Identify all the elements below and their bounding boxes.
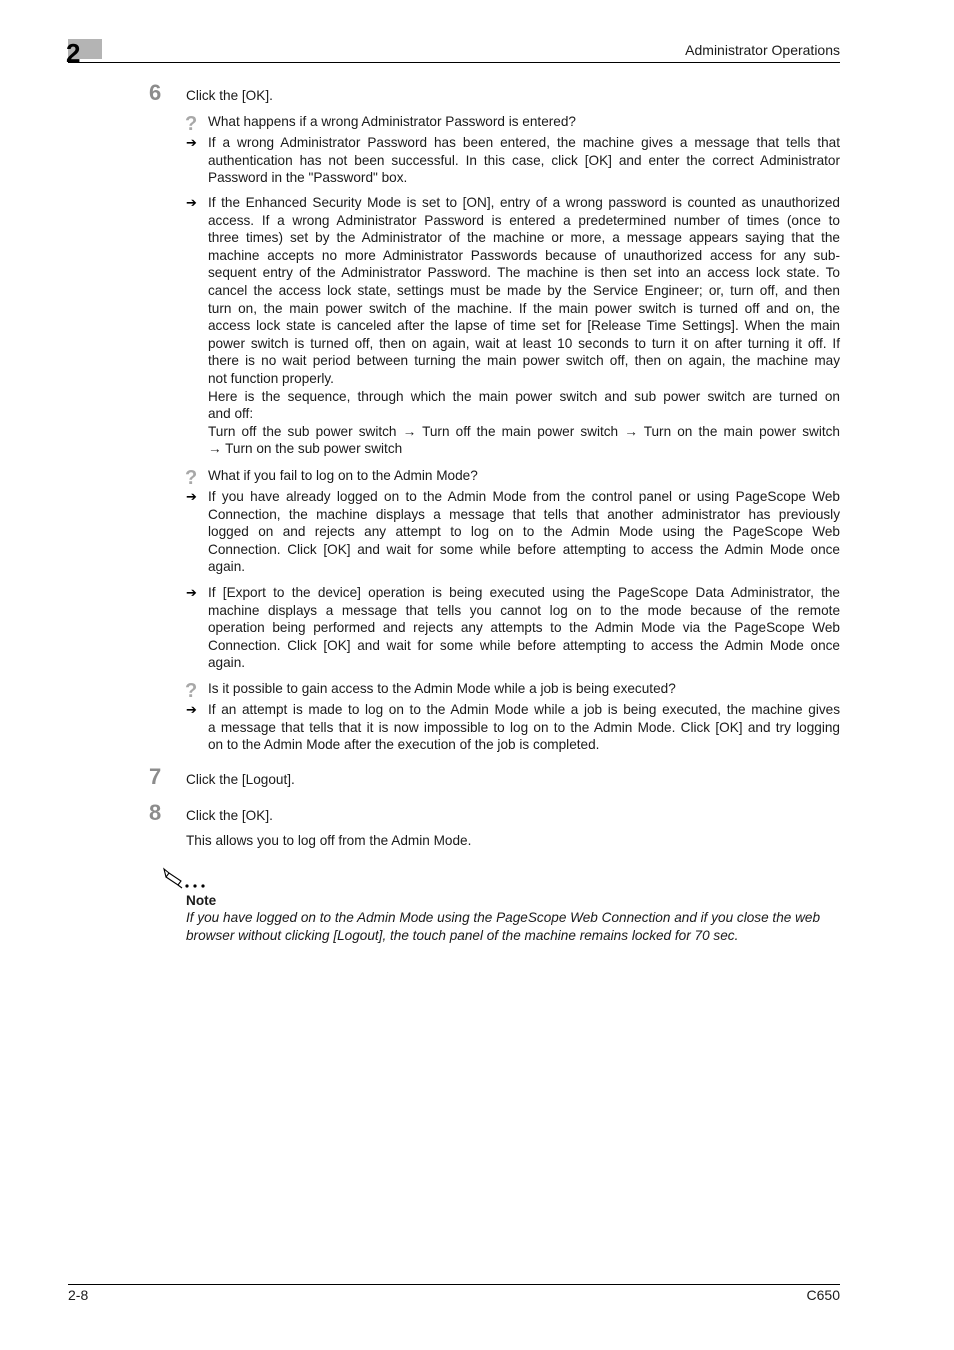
question-icon: ? (185, 680, 198, 702)
chapter-number: 2 (66, 38, 81, 68)
step-text-6: Click the [OK]. (186, 88, 273, 103)
answer-1-2: If the Enhanced Security Mode is set to [ON], entry of a wrong password is counted as unauthorized access. If a wrong Administrator Password is entered a predetermined number of times (once to three times) set by the Administrator of the machine or more, a message appears saying that the machine accepts no more Administrator Passwords because of unauthorized access for any sub- sequent entry of the Administrator Password. The machine is then set into an access lock state. To cancel the access lock state, settings must be made by the Service Engineer; or, turn off, and then turn on, the main power switch of the machine. If the main power switch is turned off and on, the access lock state is canceled after the lapse of time set for [Release Time Settings]. When the main power switch is turned off, then on again, wait at least 10 seconds to turn it on after turning it off. If there is no wait period between turning the main power switch off, then on again, the machine may not function properly. Here is the sequence, through which the main power switch and sub power switch are turned on and off: Turn off the sub power switch → Turn off the main power switch → Turn on the main power switch → Turn on the sub power switch (208, 195, 840, 457)
step-result-8: This allows you to log off from the Admin Mode. (186, 833, 472, 848)
header-rule (68, 62, 840, 63)
question-2: What if you fail to log on to the Admin Mode? (208, 468, 478, 483)
step-text-7: Click the [Logout]. (186, 772, 295, 787)
arrow-icon: ➔ (186, 702, 197, 717)
arrow-icon: ➔ (186, 585, 197, 600)
question-icon: ? (185, 467, 198, 489)
question-3: Is it possible to gain access to the Admin Mode while a job is being executed? (208, 681, 676, 696)
answer-2-1: If you have already logged on to the Admin Mode from the control panel or using PageScope Web Connection, the machine displays a message that tells that another administrator has previously logged on and rejects any attempt to log on to the Admin Mode using the PageScope Web Connection. Click [OK] and wait for some while before attempting to access the Admin Mode once again. (208, 489, 840, 575)
arrow-icon: ➔ (186, 135, 197, 150)
note-pencil-icon (163, 865, 211, 891)
answer-1-1: If a wrong Administrator Password has been entered, the machine gives a message that tells that authentication has not been successful. In this case, click [OK] and enter the correct Administrator Password in the "Password" box. (208, 135, 840, 186)
question-1: What happens if a wrong Administrator Password is entered? (208, 114, 576, 129)
answer-3-1: If an attempt is made to log on to the Admin Mode while a job is being executed, the machine gives a message that tells that it is now impossible to log on to the Admin Mode. Click [OK] and try logging on to the Admin Mode after the execution of the job is completed. (208, 702, 840, 753)
step-text-8: Click the [OK]. (186, 808, 273, 823)
footer-rule (68, 1284, 840, 1285)
page-number: 2-8 (68, 1287, 89, 1303)
arrow-icon: ➔ (186, 195, 197, 210)
step-number-6: 6 (149, 80, 162, 105)
question-icon: ? (185, 113, 198, 135)
note-label: Note (186, 893, 217, 908)
model-name: C650 (806, 1287, 840, 1303)
step-number-7: 7 (149, 764, 162, 789)
running-header-title: Administrator Operations (685, 42, 840, 58)
arrow-icon: ➔ (186, 489, 197, 504)
note-body: If you have logged on to the Admin Mode using the PageScope Web Connection and if you close the web browser without clicking [Logout], the touch panel of the machine remains locked for 70 sec. (186, 910, 821, 943)
step-number-8: 8 (149, 800, 162, 825)
answer-2-2: If [Export to the device] operation is being executed using the PageScope Data Administrator, the machine displays a message that tells you cannot log on to the mode because of the remote operation being performed and rejects any attempts to the Admin Mode via the PageScope Web Connection. Click [OK] and wait for some while before attempting to access the Admin Mode once again. (208, 585, 840, 671)
